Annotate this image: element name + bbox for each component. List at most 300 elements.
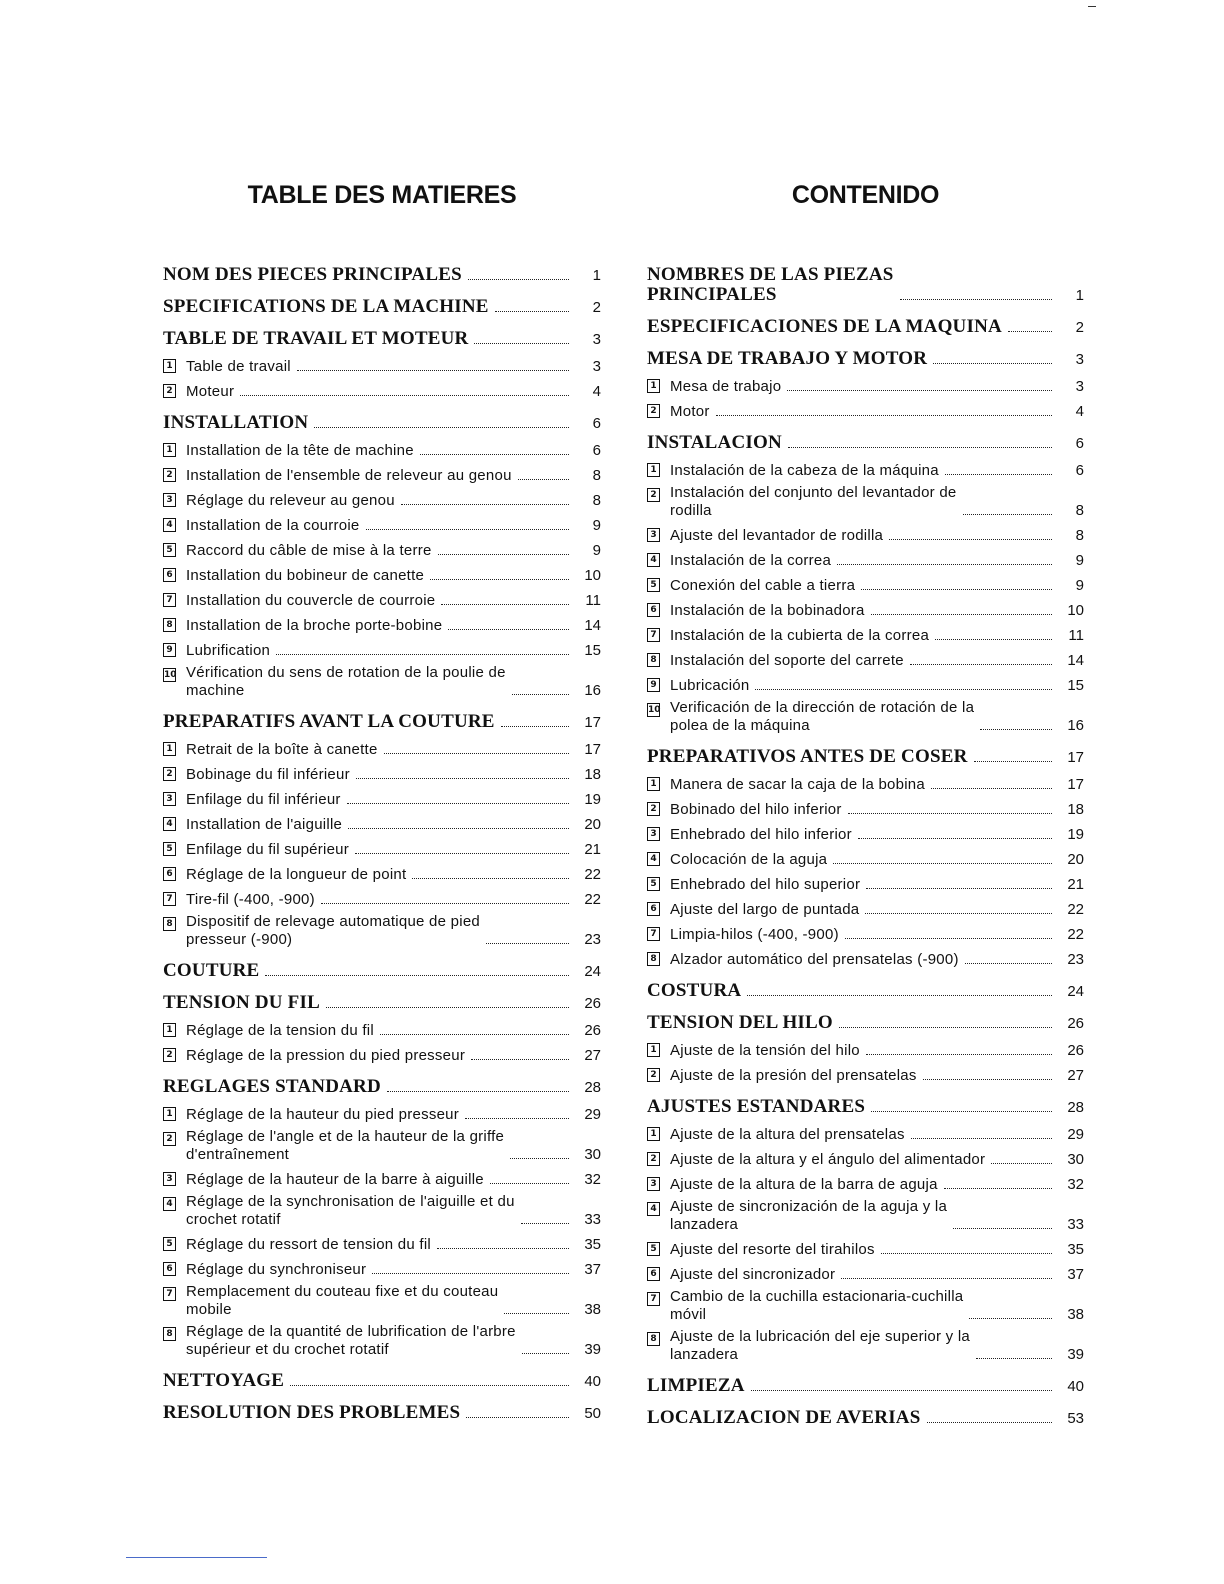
page-number: 23	[584, 931, 601, 948]
toc-list-french	[163, 265, 601, 1423]
toc-item	[163, 838, 601, 859]
dot-leader	[910, 664, 1052, 665]
page-number: 27	[584, 1047, 601, 1064]
item-number-box: 10	[164, 670, 177, 680]
page-number: 16	[584, 682, 601, 699]
item-title: Réglage de la quantité de lubrification de l'arbre supérieur et du crochet rotatif	[186, 1323, 516, 1358]
dot-leader	[848, 813, 1052, 814]
toc-list-spanish	[647, 265, 1084, 1428]
page-number: 38	[584, 1301, 601, 1318]
dot-leader	[900, 299, 1052, 300]
page-number: 39	[1067, 1346, 1084, 1363]
item-title: Alzador automático del prensatelas (-900)	[670, 951, 959, 968]
page-number: 21	[584, 841, 601, 858]
item-number-box: 9	[163, 643, 176, 657]
item-number-box: 4	[647, 852, 660, 866]
dot-leader	[935, 639, 1052, 640]
toc-item	[163, 614, 601, 635]
page-number: 1	[592, 267, 601, 284]
item-title: Réglage du synchroniseur	[186, 1261, 367, 1278]
item-title: Table de travail	[186, 358, 291, 375]
toc-item	[647, 1173, 1084, 1194]
item-number-box: 9	[647, 678, 660, 692]
item-title: Ajuste de la lubricación del eje superior y la lanzadera	[670, 1328, 970, 1363]
toc-item	[647, 923, 1084, 944]
dot-leader	[437, 1248, 569, 1249]
toc-title-french: TABLE DES MATIERES	[247, 181, 517, 209]
dot-leader	[521, 1223, 569, 1224]
item-number-box: 6	[163, 867, 176, 881]
toc-section	[647, 433, 1084, 453]
item-title: Limpia-hilos (-400, -900)	[670, 926, 839, 943]
page-number: 4	[1075, 403, 1084, 420]
toc-item	[163, 589, 601, 610]
page-number: 15	[584, 642, 601, 659]
dot-leader	[486, 943, 569, 944]
page-number: 37	[584, 1261, 601, 1278]
dot-leader	[348, 828, 569, 829]
item-number-box: 1	[647, 463, 660, 477]
dot-leader	[963, 514, 1052, 515]
toc-item	[163, 489, 601, 510]
item-title: Réglage de la tension du fil	[186, 1022, 374, 1039]
toc-item	[163, 1323, 601, 1359]
dot-leader	[839, 1027, 1052, 1028]
toc-section	[163, 712, 601, 732]
item-title: Ajuste del largo de puntada	[670, 901, 860, 918]
page-number: 24	[1067, 983, 1084, 1000]
item-number-box: 8	[647, 952, 660, 966]
item-number-box: 8	[647, 653, 660, 667]
page-number: 2	[592, 299, 601, 316]
item-title: Ajuste de la altura del prensatelas	[670, 1126, 905, 1143]
dot-leader	[297, 370, 569, 371]
item-number-box: 2	[647, 1068, 660, 1082]
item-number-box: 1	[163, 359, 176, 373]
toc-section	[647, 1097, 1084, 1117]
page-number: 10	[1067, 602, 1084, 619]
page-number: 26	[1067, 1042, 1084, 1059]
item-title: Bobinado del hilo inferior	[670, 801, 842, 818]
dot-leader	[347, 803, 569, 804]
corner-mark	[1088, 6, 1096, 7]
section-title: PREPARATIVOS ANTES DE COSER	[647, 746, 968, 767]
toc-item	[647, 898, 1084, 919]
page-number: 32	[1067, 1176, 1084, 1193]
page-number: 6	[1075, 435, 1084, 452]
page-number: 30	[584, 1146, 601, 1163]
toc-section	[163, 413, 601, 433]
dot-leader	[974, 761, 1052, 762]
page-number: 33	[584, 1211, 601, 1228]
page-number: 6	[1075, 462, 1084, 479]
toc-item	[647, 1148, 1084, 1169]
dot-leader	[441, 604, 569, 605]
dot-leader	[490, 1183, 569, 1184]
section-title: RESOLUTION DES PROBLEMES	[163, 1402, 461, 1423]
section-title: TENSION DU FIL	[163, 992, 320, 1013]
page-number: 8	[1075, 502, 1084, 519]
toc-item	[163, 355, 601, 376]
item-number-box: 6	[647, 902, 660, 916]
dot-leader	[465, 1118, 569, 1119]
toc-section	[647, 349, 1084, 369]
item-number-box: 6	[647, 603, 660, 617]
toc-item	[647, 798, 1084, 819]
dot-leader	[501, 726, 569, 727]
item-title: Instalación de la cubierta de la correa	[670, 627, 930, 644]
item-title: Conexión del cable a tierra	[670, 577, 856, 594]
dot-leader	[837, 564, 1052, 565]
page-number: 27	[1067, 1067, 1084, 1084]
toc-item	[647, 375, 1084, 396]
item-number-box: 7	[647, 1292, 660, 1306]
item-number-box: 1	[647, 1043, 660, 1057]
dot-leader	[321, 903, 569, 904]
page-number: 11	[585, 592, 601, 609]
page-number: 16	[1067, 717, 1084, 734]
toc-item	[647, 400, 1084, 421]
page-number: 35	[584, 1236, 601, 1253]
item-number-box: 10	[648, 705, 661, 715]
item-title: Bobinage du fil inférieur	[186, 766, 350, 783]
toc-item	[647, 1198, 1084, 1234]
toc-title-spanish: CONTENIDO	[791, 181, 940, 209]
dot-leader	[412, 878, 569, 879]
item-title: Instalación de la bobinadora	[670, 602, 865, 619]
toc-item	[163, 1128, 601, 1164]
toc-item	[163, 664, 601, 700]
page-number: 6	[592, 415, 601, 432]
page-number: 23	[1067, 951, 1084, 968]
dot-leader	[833, 863, 1052, 864]
page-number: 22	[1067, 901, 1084, 918]
page-number: 50	[584, 1405, 601, 1422]
toc-item	[647, 873, 1084, 894]
item-title: Moteur	[186, 383, 235, 400]
item-number-box: 3	[647, 827, 660, 841]
item-title: Installation de la broche porte-bobine	[186, 617, 443, 634]
item-number-box: 1	[163, 742, 176, 756]
item-number-box: 7	[163, 892, 176, 906]
item-title: Lubricación	[670, 677, 750, 694]
dot-leader	[468, 279, 569, 280]
dot-leader	[438, 554, 569, 555]
item-number-box: 5	[647, 877, 660, 891]
item-title: Réglage du ressort de tension du fil	[186, 1236, 431, 1253]
page-number: 8	[592, 492, 601, 509]
toc-section	[647, 1376, 1084, 1396]
item-number-box: 1	[647, 1127, 660, 1141]
item-title: Installation de l'aiguille	[186, 816, 343, 833]
item-title: Manera de sacar la caja de la bobina	[670, 776, 925, 793]
item-title: Ajuste de la tensión del hilo	[670, 1042, 860, 1059]
toc-item	[163, 1019, 601, 1040]
dot-leader	[420, 454, 569, 455]
page-number: 33	[1067, 1216, 1084, 1233]
item-number-box: 6	[163, 1262, 176, 1276]
page-number: 26	[584, 995, 601, 1012]
dot-leader	[276, 654, 569, 655]
section-title: ESPECIFICACIONES DE LA MAQUINA	[647, 316, 1002, 337]
toc-item	[647, 624, 1084, 645]
toc-item	[163, 913, 601, 949]
toc-item	[163, 1283, 601, 1319]
toc-section	[647, 747, 1084, 767]
item-number-box: 1	[163, 1023, 176, 1037]
toc-item	[163, 1233, 601, 1254]
item-title: Enhebrado del hilo inferior	[670, 826, 852, 843]
page-number: 22	[584, 866, 601, 883]
dot-leader	[969, 1318, 1052, 1319]
item-number-box: 3	[163, 1172, 176, 1186]
item-title: Installation de la tête de machine	[186, 442, 414, 459]
item-title: Réglage de la hauteur de la barre à aiguille	[186, 1171, 484, 1188]
dot-leader	[953, 1228, 1052, 1229]
dot-leader	[240, 395, 569, 396]
page-number: 9	[1075, 577, 1084, 594]
item-title: Réglage du releveur au genou	[186, 492, 395, 509]
dot-leader	[755, 689, 1052, 690]
item-title: Mesa de trabajo	[670, 378, 782, 395]
page-number: 8	[1075, 527, 1084, 544]
toc-section	[647, 265, 1084, 305]
section-title: LOCALIZACION DE AVERIAS	[647, 1407, 921, 1428]
page-number: 37	[1067, 1266, 1084, 1283]
dot-leader	[387, 1091, 569, 1092]
toc-item	[163, 380, 601, 401]
dot-leader	[366, 529, 569, 530]
item-title: Installation de la courroie	[186, 517, 360, 534]
page-number: 2	[1075, 319, 1084, 336]
page-number: 3	[592, 358, 601, 375]
page-number: 3	[1075, 378, 1084, 395]
page-number: 40	[1067, 1378, 1084, 1395]
item-number-box: 4	[163, 1197, 176, 1211]
section-title: TABLE DE TRAVAIL ET MOTEUR	[163, 328, 469, 349]
item-number-box: 7	[647, 927, 660, 941]
toc-item	[647, 1263, 1084, 1284]
item-number-box: 5	[647, 1242, 660, 1256]
toc-item	[647, 524, 1084, 545]
page-number: 18	[584, 766, 601, 783]
footer-rule	[126, 1557, 267, 1558]
page-number: 30	[1067, 1151, 1084, 1168]
toc-section	[163, 329, 601, 349]
toc-item	[163, 539, 601, 560]
toc-item	[163, 564, 601, 585]
section-title: REGLAGES STANDARD	[163, 1076, 381, 1097]
item-title: Vérification du sens de rotation de la poulie de machine	[186, 664, 506, 699]
dot-leader	[871, 1111, 1052, 1112]
toc-item	[163, 514, 601, 535]
page-number: 28	[584, 1079, 601, 1096]
dot-leader	[747, 995, 1052, 996]
dot-leader	[265, 975, 569, 976]
item-number-box: 8	[163, 917, 176, 931]
item-number-box: 6	[163, 568, 176, 582]
dot-leader	[865, 913, 1052, 914]
toc-item	[647, 649, 1084, 670]
page-number: 19	[584, 791, 601, 808]
item-number-box: 1	[163, 443, 176, 457]
item-number-box: 5	[163, 543, 176, 557]
item-title: Enfilage du fil inférieur	[186, 791, 341, 808]
toc-section	[163, 961, 601, 981]
toc-column-spanish	[647, 180, 1084, 1428]
dot-leader	[522, 1353, 569, 1354]
page-number: 26	[1067, 1015, 1084, 1032]
page-number: 22	[1067, 926, 1084, 943]
item-number-box: 2	[647, 404, 660, 418]
dot-leader	[845, 938, 1052, 939]
toc-section	[647, 1013, 1084, 1033]
dot-leader	[495, 311, 569, 312]
item-title: Réglage de la pression du pied presseur	[186, 1047, 466, 1064]
toc-item	[647, 599, 1084, 620]
section-title: INSTALACION	[647, 432, 782, 453]
item-title: Instalación de la correa	[670, 552, 832, 569]
page-number: 29	[584, 1106, 601, 1123]
dot-leader	[787, 390, 1052, 391]
item-number-box: 5	[647, 578, 660, 592]
page-number: 20	[1067, 851, 1084, 868]
item-title: Retrait de la boîte à canette	[186, 741, 378, 758]
item-title: Instalación de la cabeza de la máquina	[670, 462, 939, 479]
page-number: 22	[584, 891, 601, 908]
item-title: Instalación del conjunto del levantador de rodilla	[670, 484, 957, 519]
item-number-box: 2	[647, 488, 660, 502]
item-number-box: 2	[163, 1132, 176, 1146]
item-number-box: 3	[647, 1177, 660, 1191]
item-title: Remplacement du couteau fixe et du couteau mobile	[186, 1283, 499, 1318]
item-title: Réglage de la longueur de point	[186, 866, 407, 883]
dot-leader	[980, 729, 1052, 730]
toc-item	[163, 888, 601, 909]
dot-leader	[788, 447, 1052, 448]
dot-leader	[510, 1158, 569, 1159]
section-title: AJUSTES ESTANDARES	[647, 1096, 866, 1117]
item-title: Dispositif de relevage automatique de pied presseur (-900)	[186, 913, 481, 948]
item-title: Motor	[670, 403, 710, 420]
section-title: MESA DE TRABAJO Y MOTOR	[647, 348, 928, 369]
item-number-box: 6	[647, 1267, 660, 1281]
item-title: Colocación de la aguja	[670, 851, 828, 868]
dot-leader	[401, 504, 569, 505]
page-number: 8	[592, 467, 601, 484]
page-number: 3	[1075, 351, 1084, 368]
toc-section	[647, 317, 1084, 337]
toc-item	[647, 1064, 1084, 1085]
item-title: Verificación de la dirección de rotación de la polea de la máquina	[670, 699, 975, 734]
dot-leader	[911, 1138, 1052, 1139]
page-number: 21	[1067, 876, 1084, 893]
item-number-box: 7	[163, 1287, 176, 1301]
toc-section	[647, 981, 1084, 1001]
dot-leader	[866, 1054, 1052, 1055]
item-title: Instalación del soporte del carrete	[670, 652, 904, 669]
toc-item	[647, 1238, 1084, 1259]
section-title: COUTURE	[163, 960, 260, 981]
toc-section	[163, 265, 601, 285]
dot-leader	[384, 753, 569, 754]
dot-leader	[471, 1059, 569, 1060]
toc-section	[163, 1403, 601, 1423]
dot-leader	[889, 539, 1052, 540]
toc-item	[163, 788, 601, 809]
page-number: 3	[592, 331, 601, 348]
item-number-box: 2	[163, 384, 176, 398]
page-number: 1	[1075, 287, 1084, 304]
dot-leader	[866, 888, 1052, 889]
dot-leader	[991, 1163, 1052, 1164]
toc-item	[163, 1044, 601, 1065]
page-number: 15	[1067, 677, 1084, 694]
page-number: 17	[584, 714, 601, 731]
item-title: Réglage de l'angle et de la hauteur de la griffe d'entraînement	[186, 1128, 505, 1163]
dot-leader	[504, 1313, 569, 1314]
toc-item	[163, 813, 601, 834]
dot-leader	[474, 343, 569, 344]
item-number-box: 3	[163, 493, 176, 507]
page-number: 19	[1067, 826, 1084, 843]
toc-item	[647, 459, 1084, 480]
item-title: Ajuste de la presión del prensatelas	[670, 1067, 917, 1084]
item-number-box: 5	[163, 842, 176, 856]
dot-leader	[861, 589, 1052, 590]
page-number: 9	[592, 517, 601, 534]
item-number-box: 1	[163, 1107, 176, 1121]
section-title: TENSION DEL HILO	[647, 1012, 833, 1033]
toc-item	[163, 464, 601, 485]
page-number: 29	[1067, 1126, 1084, 1143]
page-number: 40	[584, 1373, 601, 1390]
item-number-box: 8	[163, 1327, 176, 1341]
toc-item	[163, 1258, 601, 1279]
toc-item	[163, 1193, 601, 1229]
toc-item	[647, 823, 1084, 844]
toc-item	[647, 848, 1084, 869]
item-number-box: 7	[647, 628, 660, 642]
item-title: Ajuste de la altura de la barra de aguja	[670, 1176, 938, 1193]
dot-leader	[841, 1278, 1052, 1279]
item-title: Ajuste del levantador de rodilla	[670, 527, 884, 544]
dot-leader	[380, 1034, 569, 1035]
section-title: COSTURA	[647, 980, 742, 1001]
item-title: Ajuste del resorte del tirahilos	[670, 1241, 875, 1258]
toc-section	[163, 993, 601, 1013]
item-title: Ajuste de la altura y el ángulo del alimentador	[670, 1151, 986, 1168]
dot-leader	[314, 427, 569, 428]
page-number: 14	[1067, 652, 1084, 669]
toc-item	[163, 738, 601, 759]
item-title: Installation du bobineur de canette	[186, 567, 425, 584]
item-title: Lubrification	[186, 642, 271, 659]
page-number: 39	[584, 1341, 601, 1358]
page-number: 17	[584, 741, 601, 758]
dot-leader	[945, 474, 1052, 475]
item-title: Installation du couvercle de courroie	[186, 592, 436, 609]
page-number: 20	[584, 816, 601, 833]
dot-leader	[931, 788, 1052, 789]
toc-item	[163, 439, 601, 460]
page-number: 14	[584, 617, 601, 634]
toc-item	[163, 1103, 601, 1124]
page-number: 26	[584, 1022, 601, 1039]
toc-item	[647, 1123, 1084, 1144]
page-number: 53	[1067, 1410, 1084, 1427]
dot-leader	[871, 614, 1052, 615]
